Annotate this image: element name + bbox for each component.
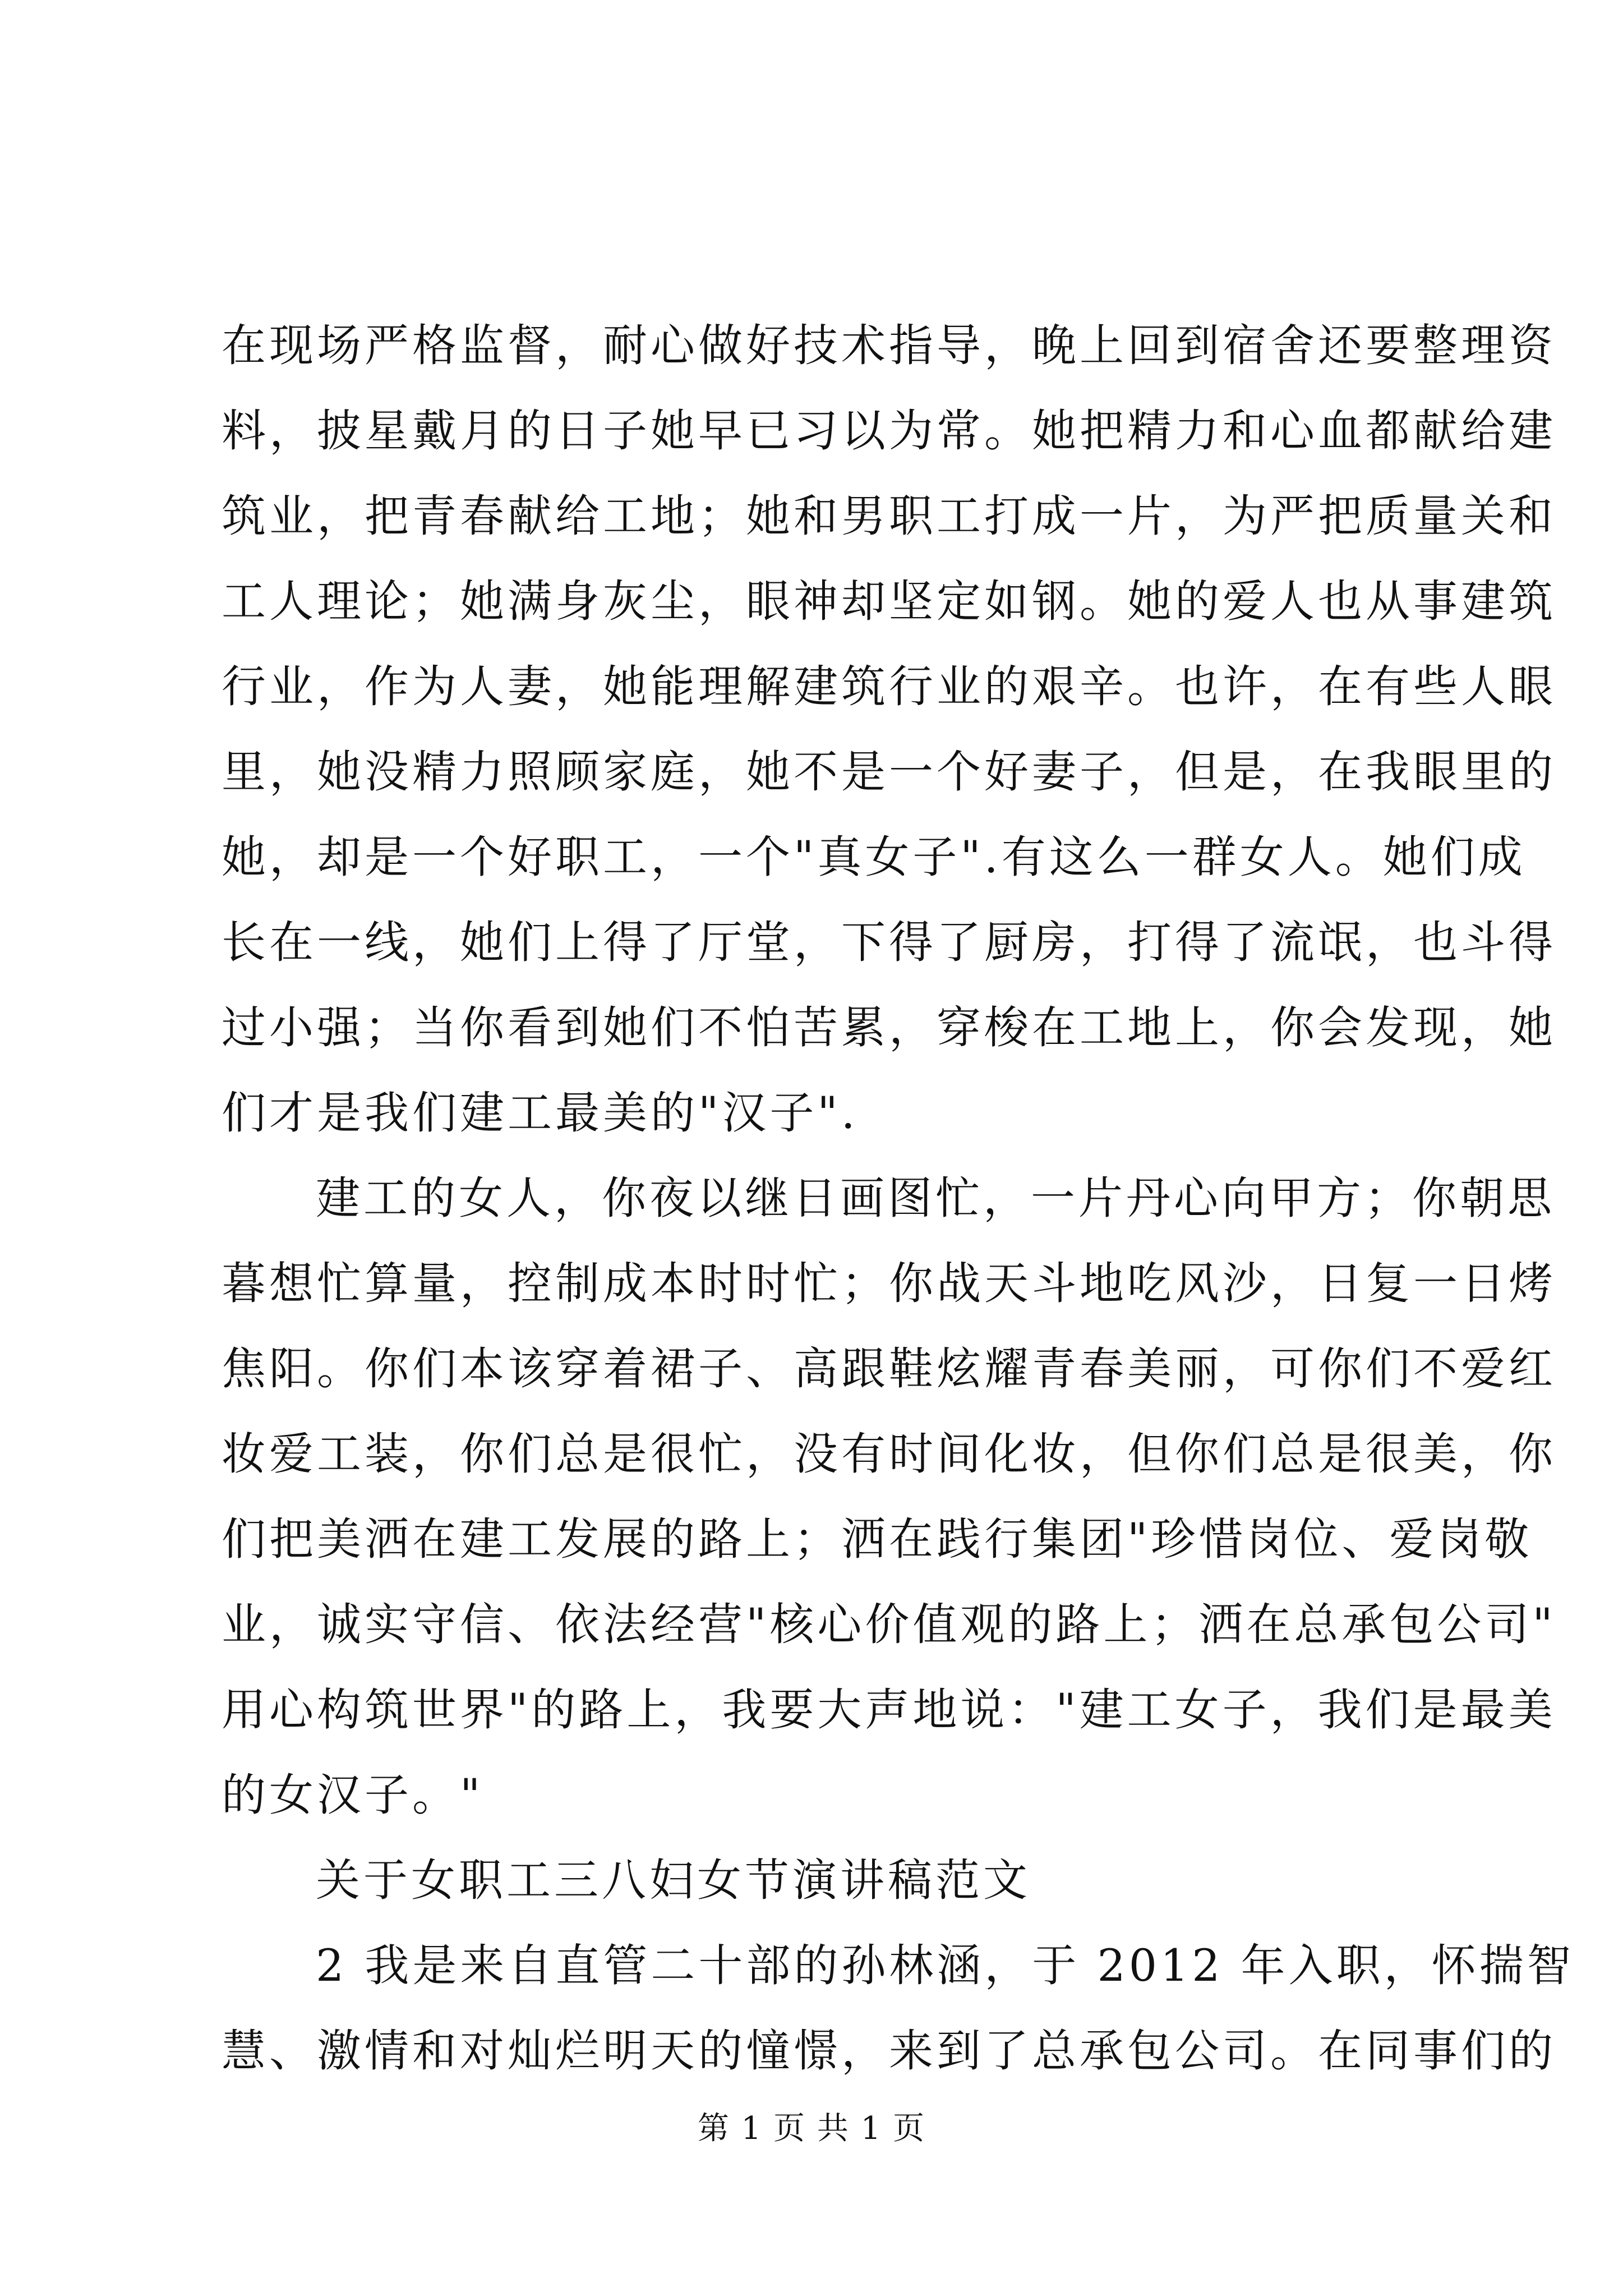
text-line: 长在一线，她们上得了厅堂，下得了厨房，打得了流氓，也斗得 bbox=[222, 917, 1556, 968]
text-line: 慧、激情和对灿烂明天的憧憬，来到了总承包公司。在同事们的 bbox=[222, 2025, 1556, 2077]
paragraph-1 bbox=[222, 303, 1556, 1156]
paragraph-2 bbox=[222, 1156, 1556, 1838]
text-line: 的女汉子。" bbox=[222, 1769, 484, 1821]
document-body bbox=[222, 303, 1575, 2093]
text-line: 们才是我们建工最美的"汉子". bbox=[222, 1087, 859, 1139]
text-line: 过小强；当你看到她们不怕苦累，穿梭在工地上，你会发现，她 bbox=[222, 1002, 1556, 1053]
text-line: 工人理论；她满身灰尘，眼神却坚定如钢。她的爱人也从事建筑 bbox=[222, 576, 1556, 627]
text-line: 她，却是一个好职工，一个"真女子".有这么一群女人。她们成 bbox=[222, 831, 1526, 883]
text-line: 焦阳。你们本该穿着裙子、高跟鞋炫耀青春美丽，可你们不爱红 bbox=[222, 1343, 1556, 1395]
text-line: 们把美洒在建工发展的路上；洒在践行集团"珍惜岗位、爱岗敬 bbox=[222, 1513, 1533, 1565]
text-line: 筑业，把青春献给工地；她和男职工打成一片，为严把质量关和 bbox=[222, 490, 1556, 542]
text-line: 料，披星戴月的日子她早已习以为常。她把精力和心血都献给建 bbox=[222, 405, 1556, 457]
text-line: 2 我是来自直管二十部的孙林涵，于 2012 年入职，怀揣智 bbox=[316, 1940, 1575, 1991]
text-line: 业，诚实守信、依法经营"核心价值观的路上；洒在总承包公司" bbox=[222, 1599, 1556, 1650]
text-line: 里，她没精力照顾家庭，她不是一个好妻子，但是，在我眼里的 bbox=[222, 746, 1556, 798]
heading-line: 关于女职工三八妇女节演讲稿范文 bbox=[316, 1855, 1031, 1906]
text-line: 在现场严格监督，耐心做好技术指导，晚上回到宿舍还要整理资 bbox=[222, 320, 1556, 371]
text-line: 妆爱工装，你们总是很忙，没有时间化妆，但你们总是很美，你 bbox=[222, 1428, 1556, 1480]
text-line: 行业，作为人妻，她能理解建筑行业的艰辛。也许，在有些人眼 bbox=[222, 661, 1556, 712]
section-heading bbox=[222, 1838, 1422, 1923]
text-line: 建工的女人，你夜以继日画图忙，一片丹心向甲方；你朝思 bbox=[316, 1172, 1555, 1224]
text-line: 用心构筑世界"的路上，我要大声地说："建工女子，我们是最美 bbox=[222, 1684, 1556, 1736]
page-number-footer: 第 1 页 共 1 页 bbox=[697, 2110, 926, 2147]
paragraph-3 bbox=[222, 1923, 1575, 2093]
text-line: 暮想忙算量，控制成本时时忙；你战天斗地吃风沙，日复一日烤 bbox=[222, 1258, 1556, 1309]
